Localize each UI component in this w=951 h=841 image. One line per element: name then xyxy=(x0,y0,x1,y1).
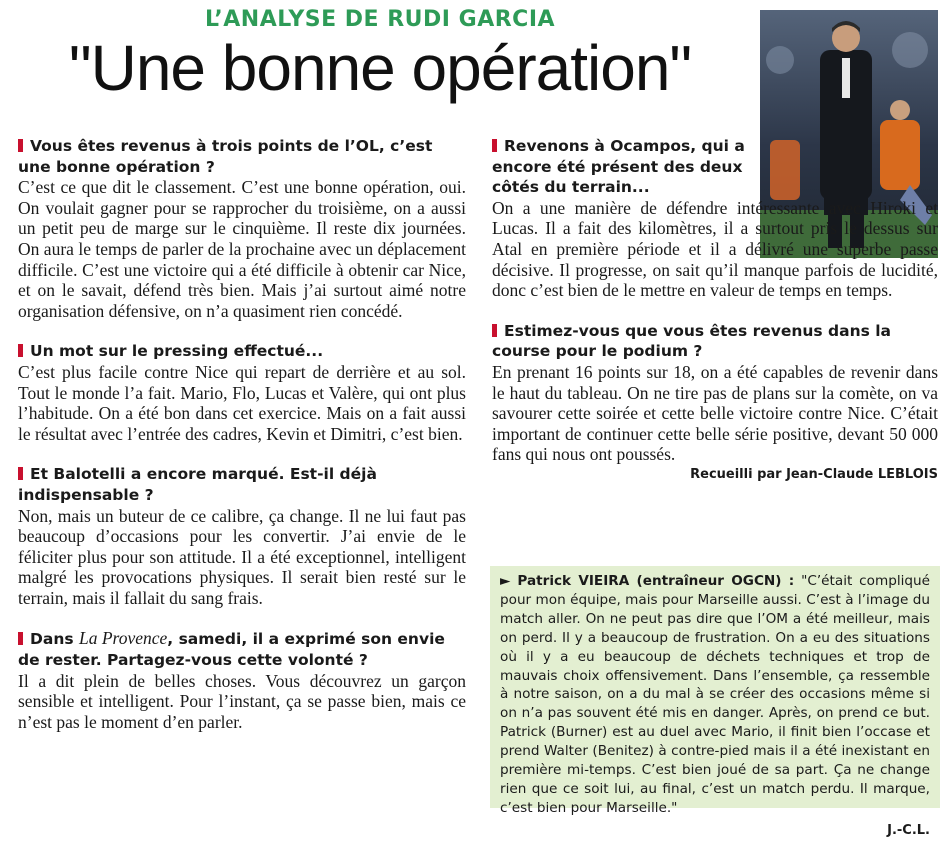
question-prefix: Dans xyxy=(30,630,74,649)
answer: Il a dit plein de belles choses. Vous découvrez un garçon sensible et intelligent. Pour l’instant, ça se passe bien, mais ce n’est pas le moment d’en parler. xyxy=(18,670,466,732)
qa-block xyxy=(492,136,938,301)
left-column xyxy=(18,136,466,752)
question: Vous êtes revenus à trois points de l’OL, c’est une bonne opération ? xyxy=(18,136,466,177)
answer xyxy=(492,198,938,301)
arrow-icon: ► xyxy=(500,573,511,589)
section-kicker: L’ANALYSE DE RUDI GARCIA xyxy=(204,7,556,32)
question: Et Balotelli a encore marqué. Est-il déjà indispensable ? xyxy=(18,464,466,505)
speaker-name: Patrick VIEIRA (entraîneur OGCN) : xyxy=(517,573,795,589)
question-suffix: , samedi, il a exprimé son envie de rester. Partagez-vous cette volonté ? xyxy=(18,630,445,670)
answer: C’est ce que dit le classement. C’est une bonne opération, oui. On voulait gagner pour se rapprocher du troisième, on a aussi un petit peu de marge sur le cinquième. Il reste dix journées. On aura le temps de parler de la prochaine avec un déplacement difficile. C’est une victoire qui a été difficile à obtenir car Nice, et on le savait, défend très bien. Mais j’ai surtout aimé notre organisation défensive, on n’a quasiment rien concédé. xyxy=(18,177,466,321)
answer-text: On a une manière de défendre intéressante avec Hiroki et Lucas. Il a fait des kilomètres, il a surtout pris le dessus sur Atal en première période et il a délivré une superbe passe décisive. Il progresse, on sait qu’il manque parfois de lucidité, donc c’est bien de le mettre en valeur de temps en temps. xyxy=(492,197,938,301)
newspaper-name: La Provence xyxy=(79,628,168,649)
answer: En prenant 16 points sur 18, on a été capables de revenir dans le haut du tableau. On ne tire pas de plans sur la comète, on va savourer cette soirée et cette belle victoire contre Nice. C’était important de continuer cette belle série positive, devant 50 000 fans qui nous ont poussés. xyxy=(492,361,938,465)
qa-block xyxy=(492,321,938,465)
qa-block xyxy=(18,628,466,732)
right-column xyxy=(492,136,938,486)
byline: Recueilli par Jean-Claude LEBLOIS xyxy=(690,466,938,482)
answer: Non, mais un buteur de ce calibre, ça change. Il ne lui faut pas beaucoup d’occasions pour les convertir. J’ai envie de le féliciter plus pour son attitude. Il a été exceptionnel, intelligent malgré les provocations physiques. Il serait bien resté sur le terrain, mais il fallait du sang frais. xyxy=(18,505,466,608)
answer: C’est plus facile contre Nice qui repart de derrière et au sol. Tout le monde l’a fait. Mario, Flo, Lucas et Valère, qui ont plus l’habitude. On a été bon dans cet exercice. Mais on a fait aussi le résultat avec l’entrée des cadres, Kevin et Dimitri, c’est bien. xyxy=(18,361,466,444)
qa-block xyxy=(18,341,466,444)
qa-block xyxy=(18,136,466,321)
speaker-quote: "C’était compliqué pour mon équipe, mais pour Marseille aussi. C’est à l’image du match aller. On ne peut pas dire que l’OM a été meilleur, mais on perd. Il y a beaucoup de frustration. On a eu des situations où il y a eu beaucoup de déchets techniques et trop de mauvais choix offensivement. Dans l’ensemble, ça ressemble à notre saison, on a du mal à se créer des occasions même si on n’a pas souvent été mis en danger. Après, on prend ce but. Patrick (Burner) est au duel avec Mario, il finit bien l’occase et prend Walter (Benitez) à contre-pied mais il a été inexistant en première mi-temps. C’est bien joué de sa part. Ça ne change rien que ce soit lui, au final, c’est un match perdu. Il marque, c’est bien pour Marseille." xyxy=(500,573,930,816)
question: Un mot sur le pressing effectué... xyxy=(18,341,466,362)
headline: "Une bonne opération" xyxy=(68,32,692,104)
question xyxy=(18,628,466,670)
signature: J.-C.L. xyxy=(887,822,930,838)
question: Estimez-vous que vous êtes revenus dans la course pour le podium ? xyxy=(492,321,938,362)
reaction-sidebar xyxy=(490,566,940,838)
qa-block xyxy=(18,464,466,608)
question: Revenons à Ocampos, qui a encore été présent des deux côtés du terrain... xyxy=(492,136,750,198)
